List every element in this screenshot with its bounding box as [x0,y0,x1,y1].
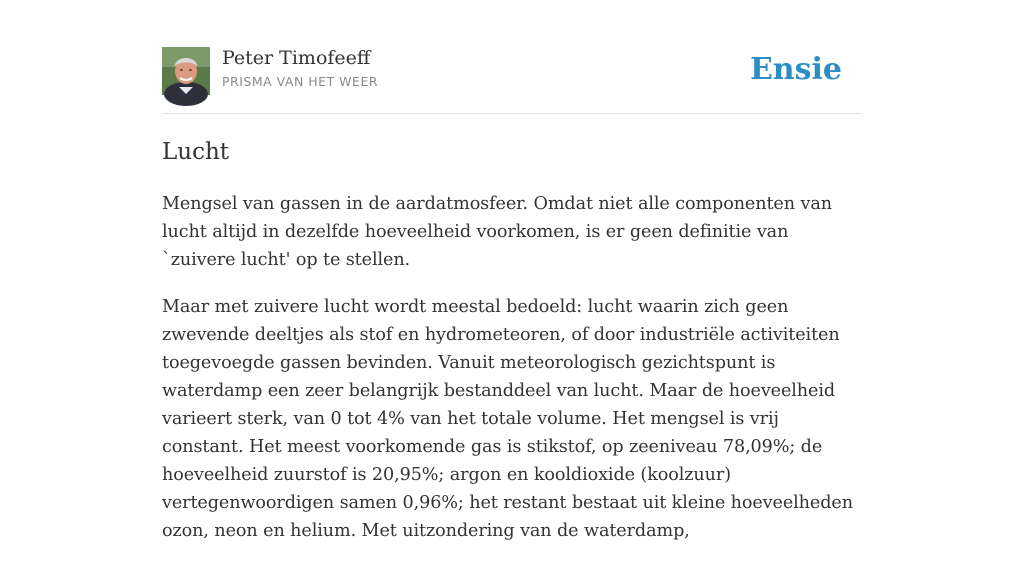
entry-body [162,190,862,564]
author-source[interactable]: PRISMA VAN HET WEER [222,74,379,89]
header-divider [162,113,862,114]
entry-title: Lucht [162,139,230,165]
author-header [162,46,862,96]
brand-logo[interactable]: Ensie [749,52,842,87]
entry-paragraph: Mengsel van gassen in de aardatmosfeer. Omdat niet alle componenten van lucht altijd in dezelfde hoeveelheid voorkomen, is er geen definitie van `zuivere lucht' op te stellen. [162,194,832,270]
entry-paragraph: Maar met zuivere lucht wordt meestal bedoeld: lucht waarin zich geen zwevende deeltjes als stof en hydrometeoren, of door industriële activiteiten toegevoegde gassen bevinden. Vanuit meteorologisch gezichtspunt is waterdamp een zeer belangrijk bestanddeel van lucht. Maar de hoeveelheid varieert sterk, van 0 tot 4% van het totale volume. Het mengsel is vrij constant. Het meest voorkomende gas is stikstof, op zeeniveau 78,09%; de hoeveelheid zuurstof is 20,95%; argon en kooldioxide (koolzuur) vertegenwoordigen samen 0,96%; het restant bestaat uit kleine hoeveelheden ozon, neon en helium. Met uitzondering van de waterdamp, [162,297,853,541]
author-avatar[interactable] [162,47,210,95]
author-name[interactable]: Peter Timofeeff [222,47,371,69]
author-portrait [162,47,210,95]
